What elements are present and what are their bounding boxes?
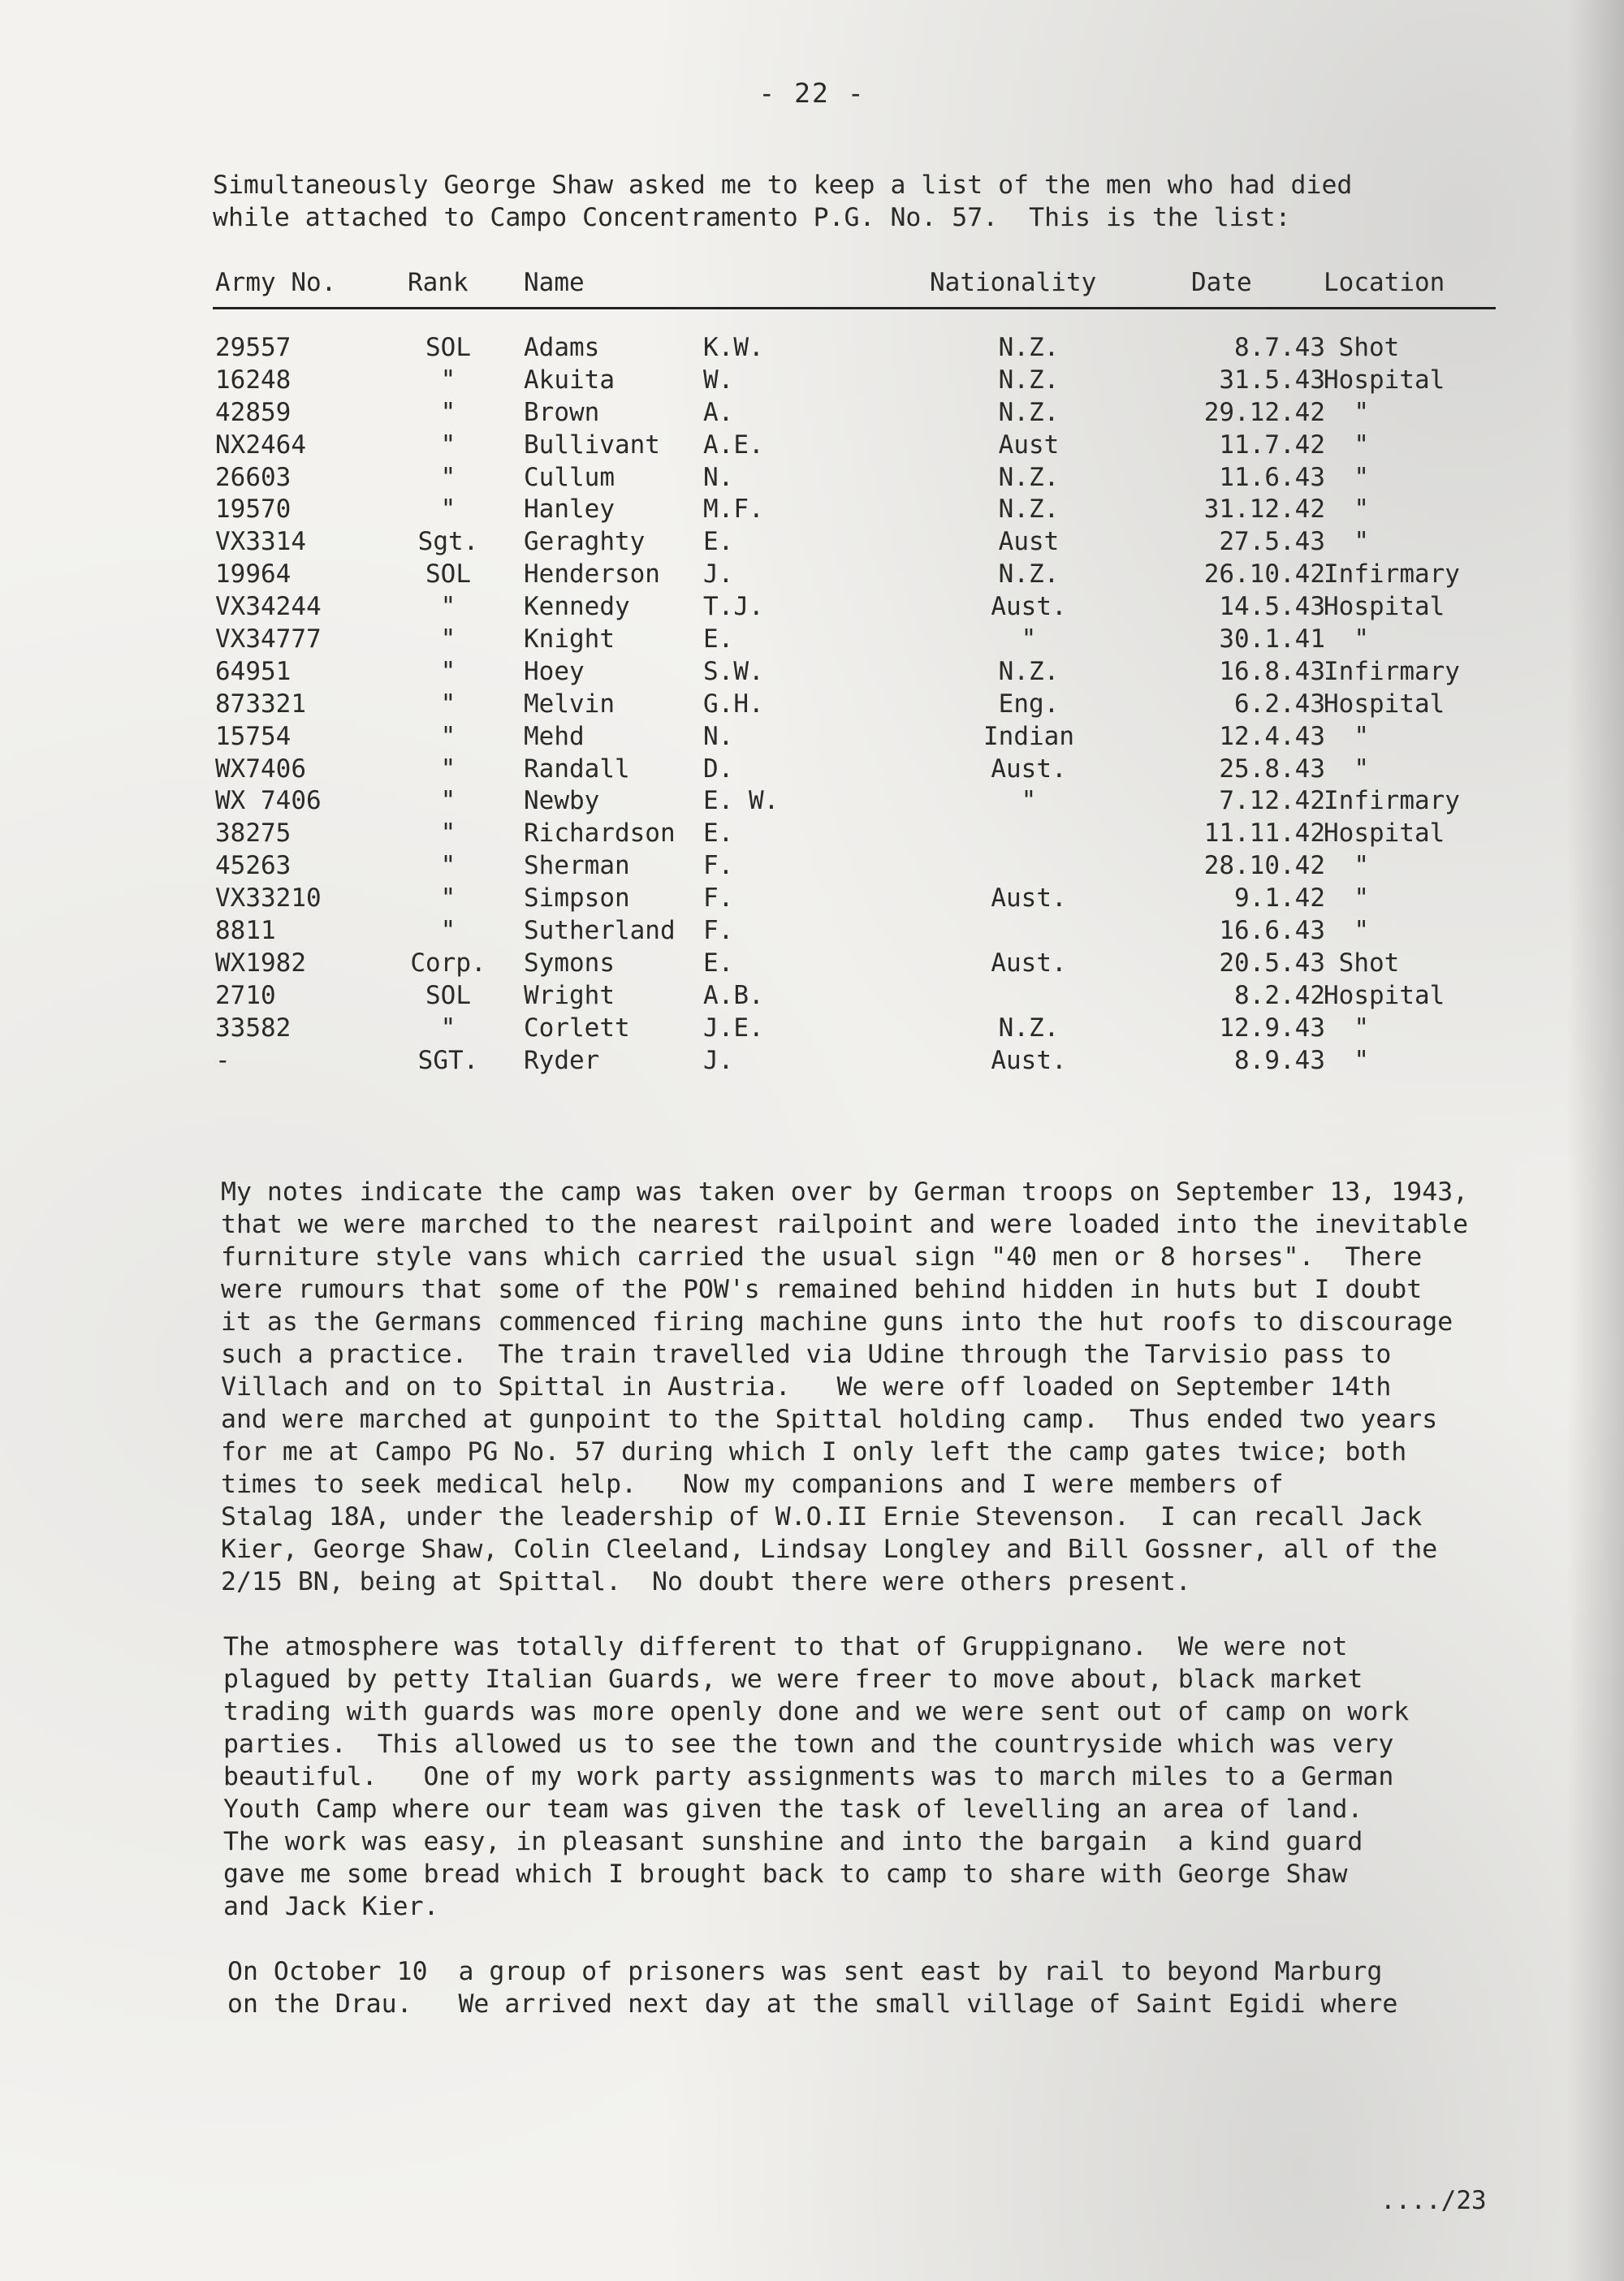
table-row [213, 1046, 1528, 1078]
rank-cell: " [440, 851, 456, 881]
date-cell: 28.10.42 [1203, 851, 1325, 881]
rank-cell: " [440, 883, 456, 914]
header-location: Location [1324, 268, 1445, 297]
rank-cell: " [440, 624, 456, 654]
rank-cell: " [440, 656, 456, 686]
nationality-cell: Eng. [998, 689, 1060, 719]
location-cell: Shot [1324, 333, 1400, 362]
surname-cell: Sutherland [524, 916, 676, 946]
header-army-no: Army No. [215, 268, 337, 297]
table-row [213, 398, 1528, 430]
location-cell: " [1324, 916, 1369, 946]
table-row [213, 754, 1528, 787]
surname-cell: Corlett [524, 1013, 630, 1043]
army-no-cell: 42859 [215, 397, 292, 427]
surname-cell: Kennedy [524, 592, 630, 622]
surname-cell: Bullivant [524, 430, 660, 460]
rank-cell: SOL [425, 559, 471, 590]
header-nationality: Nationality [930, 268, 1097, 297]
surname-cell: Hanley [524, 495, 615, 525]
surname-cell: Brown [524, 397, 600, 427]
army-no-cell: 873321 [215, 689, 306, 719]
rank-cell: " [440, 430, 456, 460]
rank-cell: " [440, 689, 456, 719]
surname-cell: Simpson [524, 883, 630, 914]
rank-cell: Sgt. [417, 527, 479, 557]
location-cell: Hospital [1324, 592, 1445, 622]
rank-cell: " [440, 819, 456, 849]
surname-cell: Adams [524, 333, 600, 362]
initials-cell: G.H. [703, 689, 764, 719]
nationality-cell: N.Z. [998, 397, 1060, 427]
date-cell: 9.1.42 [1234, 883, 1325, 914]
table-row [213, 786, 1528, 819]
army-no-cell: 33582 [215, 1013, 292, 1043]
table-row [213, 624, 1528, 657]
table-row [213, 981, 1528, 1013]
table-row [213, 463, 1528, 495]
table-row [213, 592, 1528, 624]
nationality-cell: N.Z. [998, 462, 1060, 492]
header-rank: Rank [408, 268, 469, 297]
initials-cell: A.B. [703, 980, 764, 1010]
date-cell: 16.6.43 [1219, 916, 1325, 946]
surname-cell: Cullum [524, 462, 615, 492]
table-row [213, 883, 1528, 916]
army-no-cell: VX34777 [215, 624, 322, 654]
date-cell: 7.12.42 [1219, 786, 1325, 816]
initials-cell: F. [703, 851, 734, 881]
nationality-cell: Aust [998, 430, 1060, 460]
scan-shadow [1567, 0, 1624, 2281]
rank-cell: " [440, 1013, 456, 1043]
intro-paragraph: Simultaneously George Shaw asked me to keep a list of the men who had died while attached to Campo Concentramento P.G. No. 57. This is the list: [213, 171, 1353, 232]
surname-cell: Sherman [524, 851, 630, 881]
date-cell: 31.5.43 [1219, 365, 1325, 395]
rank-cell: SOL [425, 980, 471, 1010]
date-cell: 27.5.43 [1219, 527, 1325, 557]
nationality-cell: N.Z. [998, 333, 1060, 362]
surname-cell: Melvin [524, 689, 615, 719]
nationality-cell: Indian [983, 721, 1074, 751]
surname-cell: Mehd [524, 721, 585, 751]
header-date: Date [1191, 268, 1252, 297]
location-cell: " [1324, 883, 1369, 914]
surname-cell: Symons [524, 948, 615, 978]
initials-cell: J.E. [703, 1013, 764, 1043]
initials-cell: E. W. [703, 786, 780, 816]
nationality-cell: Aust. [991, 948, 1067, 978]
initials-cell: A. [703, 397, 734, 427]
location-cell: " [1324, 1045, 1369, 1075]
rank-cell: " [440, 721, 456, 751]
initials-cell: W. [703, 365, 734, 395]
date-cell: 8.9.43 [1234, 1045, 1325, 1075]
nationality-cell: Aust. [991, 883, 1067, 914]
table-row [213, 916, 1528, 948]
nationality-cell: Aust [998, 527, 1060, 557]
date-cell: 8.2.42 [1234, 980, 1325, 1010]
date-cell: 25.8.43 [1219, 754, 1325, 784]
nationality-cell: " [1021, 624, 1037, 654]
army-no-cell: WX 7406 [215, 786, 322, 816]
initials-cell: M.F. [703, 495, 764, 525]
location-cell: " [1324, 397, 1369, 427]
army-no-cell: 38275 [215, 819, 292, 849]
location-cell: Hospital [1324, 689, 1445, 719]
army-no-cell: 45263 [215, 851, 292, 881]
nationality-cell: " [1021, 786, 1037, 816]
army-no-cell: 64951 [215, 656, 292, 686]
surname-cell: Wright [524, 980, 615, 1010]
initials-cell: K.W. [703, 333, 764, 362]
surname-cell: Newby [524, 786, 600, 816]
army-no-cell: 29557 [215, 333, 292, 362]
initials-cell: E. [703, 948, 734, 978]
initials-cell: S.W. [703, 656, 764, 686]
paragraph-atmosphere: The atmosphere was totally different to that of Gruppignano. We were not plagued by petty Italian Guards, we were freer to move about, black market trading with guards was more openly done and we were sent out of camp on work parties. This allowed us to see the town and the countryside which was very beautiful. One of my work party assignments was to march miles to a German Youth Camp where our team was given the task of levelling an area of land. The work was easy, in pleasant sunshine and into the bargain a kind guard gave me some bread which I brought back to camp to share with George Shaw and Jack Kier. [223, 1632, 1410, 1921]
table-header [213, 268, 1496, 309]
army-no-cell: 2710 [215, 980, 276, 1010]
nationality-cell: Aust. [991, 592, 1067, 622]
initials-cell: E. [703, 527, 734, 557]
army-no-cell: 15754 [215, 721, 292, 751]
table-row [213, 657, 1528, 689]
paragraph-october: On October 10 a group of prisoners was sent east by rail to beyond Marburg on the Drau. We arrived next day at the small village of Saint Egidi where [227, 1957, 1398, 2019]
date-cell: 12.4.43 [1219, 721, 1325, 751]
initials-cell: J. [703, 559, 734, 590]
header-name: Name [524, 268, 585, 297]
location-cell: " [1324, 851, 1369, 881]
rank-cell: Corp. [410, 948, 486, 978]
army-no-cell: 8811 [215, 916, 276, 946]
nationality-cell: Aust. [991, 754, 1067, 784]
nationality-cell: N.Z. [998, 1013, 1060, 1043]
army-no-cell: 26603 [215, 462, 292, 492]
initials-cell: F. [703, 916, 734, 946]
nationality-cell: Aust. [991, 1045, 1067, 1075]
rank-cell: " [440, 916, 456, 946]
location-cell: " [1324, 495, 1369, 525]
date-cell: 11.7.42 [1219, 430, 1325, 460]
date-cell: 31.12.42 [1203, 495, 1325, 525]
date-cell: 14.5.43 [1219, 592, 1325, 622]
table-row [213, 722, 1528, 754]
date-cell: 11.11.42 [1203, 819, 1325, 849]
surname-cell: Knight [524, 624, 615, 654]
rank-cell: " [440, 754, 456, 784]
date-cell: 16.8.43 [1219, 656, 1325, 686]
location-cell: " [1324, 1013, 1369, 1043]
army-no-cell: - [215, 1045, 231, 1075]
location-cell: " [1324, 624, 1369, 654]
location-cell: " [1324, 754, 1369, 784]
table-row [213, 365, 1528, 398]
rank-cell: " [440, 462, 456, 492]
rank-cell: SGT. [417, 1045, 479, 1075]
location-cell: Hospital [1324, 365, 1445, 395]
table-row [213, 430, 1528, 463]
initials-cell: N. [703, 721, 734, 751]
army-no-cell: NX2464 [215, 430, 306, 460]
date-cell: 20.5.43 [1219, 948, 1325, 978]
initials-cell: T.J. [703, 592, 764, 622]
initials-cell: A.E. [703, 430, 764, 460]
table-row [213, 333, 1528, 365]
location-cell: Infirmary [1324, 786, 1460, 816]
surname-cell: Akuita [524, 365, 615, 395]
date-cell: 12.9.43 [1219, 1013, 1325, 1043]
date-cell: 6.2.43 [1234, 689, 1325, 719]
continuation-note: ..../23 [1380, 2186, 1487, 2215]
nationality-cell: N.Z. [998, 656, 1060, 686]
nationality-cell: N.Z. [998, 559, 1060, 590]
table-row [213, 851, 1528, 883]
initials-cell: N. [703, 462, 734, 492]
date-cell: 26.10.42 [1203, 559, 1325, 590]
nationality-cell: N.Z. [998, 365, 1060, 395]
surname-cell: Ryder [524, 1045, 600, 1075]
initials-cell: E. [703, 819, 734, 849]
surname-cell: Randall [524, 754, 630, 784]
location-cell: Infirmary [1324, 559, 1460, 590]
initials-cell: F. [703, 883, 734, 914]
table-row [213, 819, 1528, 851]
nationality-cell: N.Z. [998, 495, 1060, 525]
rank-cell: " [440, 786, 456, 816]
surname-cell: Richardson [524, 819, 676, 849]
initials-cell: J. [703, 1045, 734, 1075]
date-cell: 29.12.42 [1203, 397, 1325, 427]
page-number: - 22 - [758, 77, 866, 109]
location-cell: " [1324, 721, 1369, 751]
location-cell: " [1324, 430, 1369, 460]
surname-cell: Hoey [524, 656, 585, 686]
date-cell: 8.7.43 [1234, 333, 1325, 362]
deaths-table [213, 333, 1528, 1078]
table-row [213, 495, 1528, 527]
initials-cell: D. [703, 754, 734, 784]
table-row [213, 1013, 1528, 1046]
army-no-cell: 19570 [215, 495, 292, 525]
initials-cell: E. [703, 624, 734, 654]
location-cell: Hospital [1324, 819, 1445, 849]
army-no-cell: WX1982 [215, 948, 306, 978]
army-no-cell: 19964 [215, 559, 292, 590]
army-no-cell: VX3314 [215, 527, 306, 557]
army-no-cell: WX7406 [215, 754, 306, 784]
rank-cell: " [440, 495, 456, 525]
rank-cell: " [440, 365, 456, 395]
date-cell: 11.6.43 [1219, 462, 1325, 492]
paragraph-german-takeover: My notes indicate the camp was taken over by German troops on September 13, 1943, that we were marched to the nearest railpoint and were loaded into the inevitable furniture style vans which carried the usual sign "40 men or 8 horses". There were rumours that some of the POW's remained behind hidden in huts but I doubt it as the Germans commenced firing machine guns into the hut roofs to discourage such a practice. The train travelled via Udine through the Tarvisio pass to Villach and on to Spittal in Austria. We were off loaded on September 14th and were marched at gunpoint to the Spittal holding camp. Thus ended two years for me at Campo PG No. 57 during which I only left the camp gates twice; both times to seek medical help. Now my companions and I were members of Stalag 18A, under the leadership of W.O.II Ernie Stevenson. I can recall Jack Kier, George Shaw, Colin Cleeland, Lindsay Longley and Bill Gossner, all of the 2/15 BN, being at Spittal. No doubt there were others present. [221, 1177, 1469, 1596]
rank-cell: " [440, 397, 456, 427]
army-no-cell: VX33210 [215, 883, 322, 914]
table-row [213, 527, 1528, 559]
date-cell: 30.1.41 [1219, 624, 1325, 654]
surname-cell: Geraghty [524, 527, 646, 557]
location-cell: Infirmary [1324, 656, 1460, 686]
location-cell: Hospital [1324, 980, 1445, 1010]
rank-cell: SOL [425, 333, 471, 362]
table-row [213, 689, 1528, 722]
rank-cell: " [440, 592, 456, 622]
surname-cell: Henderson [524, 559, 660, 590]
table-row [213, 948, 1528, 981]
army-no-cell: VX34244 [215, 592, 322, 622]
location-cell: " [1324, 527, 1369, 557]
table-row [213, 559, 1528, 592]
army-no-cell: 16248 [215, 365, 292, 395]
location-cell: Shot [1324, 948, 1400, 978]
location-cell: " [1324, 462, 1369, 492]
